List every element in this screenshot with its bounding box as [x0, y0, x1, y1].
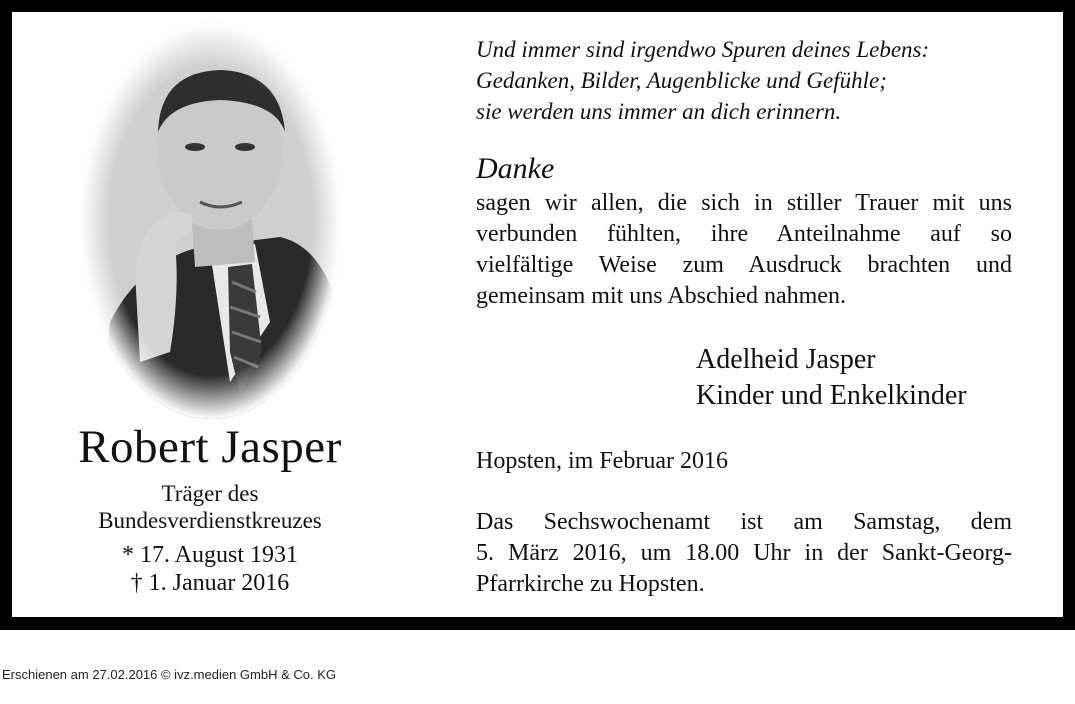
- danke-heading: Danke: [476, 152, 555, 185]
- life-dates: [12, 541, 408, 597]
- service-line: Pfarrkirche zu Hopsten.: [476, 571, 705, 597]
- thanks-line: sagen wir allen, die sich in stiller Trauer mit uns: [476, 190, 1012, 216]
- honor-line: Träger des: [161, 481, 259, 506]
- thanks-line: verbunden fühlten, ihre Anteilnahme auf so: [476, 221, 1012, 247]
- service-line: 5. März 2016, um 18.00 Uhr in der Sankt-Georg-: [476, 540, 1012, 566]
- honor-line: Bundesverdienstkreuzes: [98, 508, 322, 533]
- signers: [696, 342, 967, 414]
- signer-name: Adelheid Jasper: [696, 344, 876, 375]
- thanks-line: gemeinsam mit uns Abschied nahmen.: [476, 283, 846, 309]
- birth-date: * 17. August 1931: [121, 542, 298, 568]
- thanks-line: vielfältige Weise zum Ausdruck brachten und: [476, 252, 1012, 278]
- verse-line: Und immer sind irgendwo Spuren deines Lebens:: [476, 37, 930, 62]
- signer-name: Kinder und Enkelkinder: [696, 380, 967, 411]
- portrait-photo: [80, 22, 342, 420]
- memorial-verse: [476, 34, 1012, 127]
- publication-footer: Erschienen am 27.02.2016 © ivz.medien GmbH & Co. KG: [2, 667, 337, 682]
- service-line: Das Sechswochenamt ist am Samstag, dem: [476, 509, 1012, 535]
- verse-line: Gedanken, Bilder, Augenblicke und Gefühle;: [476, 68, 887, 93]
- service-announcement: [476, 507, 1012, 600]
- obituary-card: [12, 12, 1063, 617]
- verse-line: sie werden uns immer an dich erinnern.: [476, 99, 842, 124]
- honor-text: [12, 480, 408, 534]
- death-date: † 1. Januar 2016: [130, 570, 290, 596]
- thanks-paragraph: [476, 188, 1012, 312]
- deceased-name: Robert Jasper: [78, 421, 342, 473]
- place-date: Hopsten, im Februar 2016: [476, 448, 728, 474]
